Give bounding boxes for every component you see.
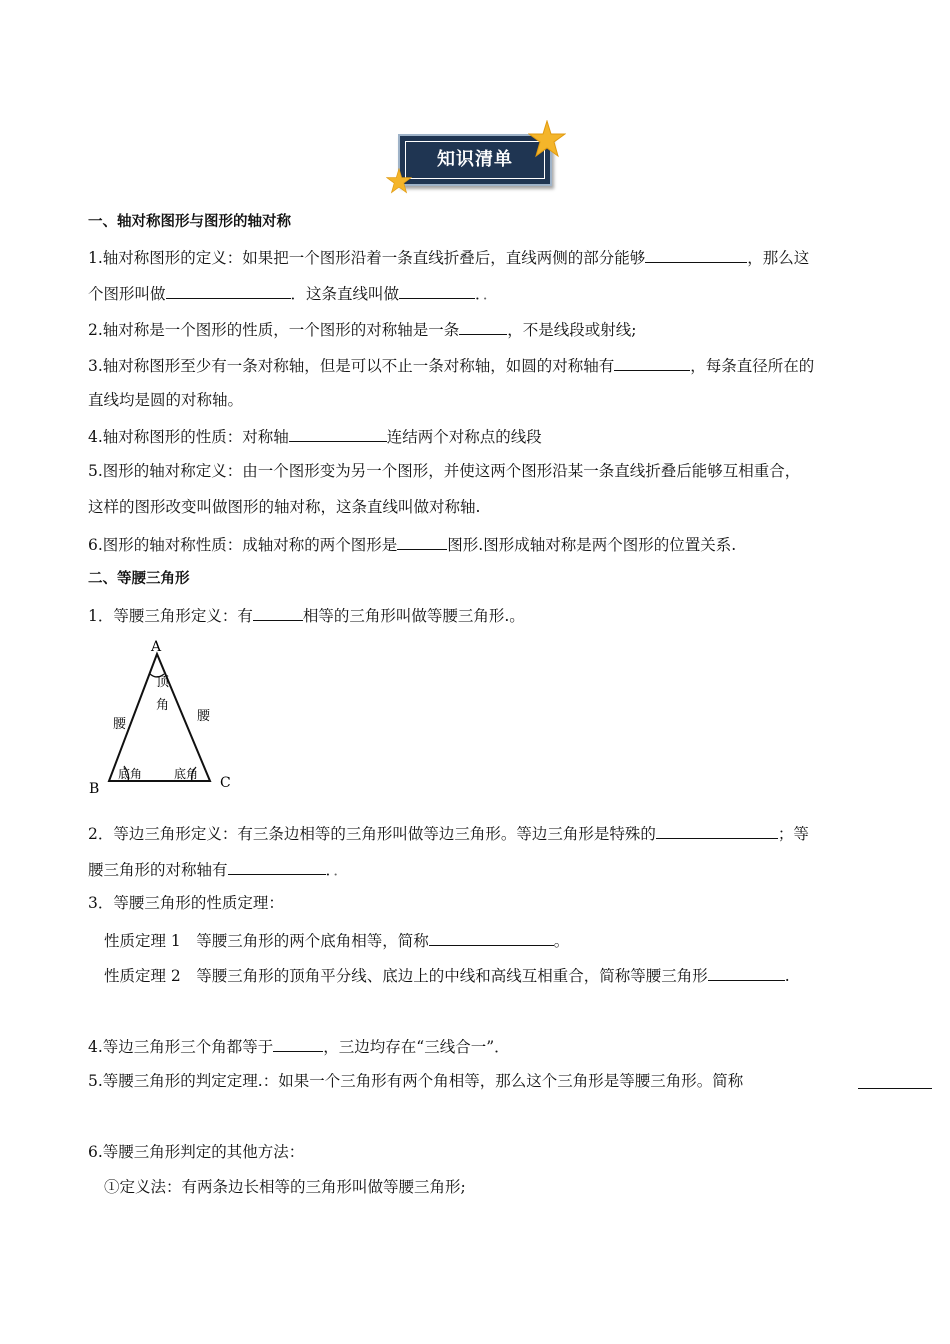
paragraph [88, 604, 525, 626]
paragraph: 个图形叫做 ．这条直线叫做 ．． [88, 282, 498, 304]
text: 1．等腰三角形定义：有 [88, 607, 253, 625]
fill-blank[interactable] [166, 282, 291, 299]
text: 图形.图形成轴对称是两个图形的位置关系. [447, 536, 737, 554]
fill-blank[interactable] [273, 1035, 323, 1052]
paragraph: 5.图形的轴对称定义：由一个图形变为另一个图形，并使这两个图形沿某一条直线折叠后能够互相重合， [88, 462, 801, 480]
theorem-2 [104, 964, 790, 986]
paragraph [88, 246, 809, 268]
text: 2.轴对称是一个图形的性质，一个图形的对称轴是一条 [88, 321, 460, 339]
text: ；等 [777, 825, 809, 843]
fill-blank[interactable] [459, 318, 507, 335]
leg-left-label: 腰 [113, 717, 127, 732]
vertex-b-label: B [89, 781, 100, 797]
paragraph [88, 1071, 743, 1091]
section-heading: 二、等腰三角形 [88, 571, 190, 587]
paragraph: 直线均是圆的对称轴。 [88, 391, 244, 409]
leg-right-label: 腰 [197, 709, 211, 724]
text: 4.等边三角形三个角都等于 [88, 1038, 274, 1056]
paragraph [88, 822, 809, 844]
text: 6.图形的轴对称性质：成轴对称的两个图形是 [88, 536, 398, 554]
paragraph [88, 533, 736, 555]
text: 1.轴对称图形的定义：如果把一个图形沿着一条直线折叠后，直线两侧的部分能够 [88, 249, 646, 267]
text: . [784, 967, 790, 985]
fill-blank[interactable] [228, 858, 326, 875]
star-icon [528, 120, 566, 158]
apex-angle-label: 角 [156, 698, 170, 713]
fill-blank[interactable] [397, 533, 447, 550]
text: ． [325, 861, 334, 879]
fill-blank[interactable] [289, 425, 387, 442]
base-angle-right-label: 底角 [174, 767, 199, 781]
paragraph [88, 1035, 510, 1057]
fill-blank[interactable] [858, 1072, 932, 1089]
text: ，那么这 [747, 249, 810, 267]
paragraph: 这样的图形改变叫做图形的轴对称，这条直线叫做对称轴. [88, 498, 481, 516]
fill-blank[interactable] [708, 964, 785, 981]
text: ．这条直线叫做 [290, 285, 400, 303]
apex-angle-label: 顶 [156, 675, 170, 690]
paragraph [88, 318, 637, 340]
paragraph [88, 354, 814, 376]
text: 4.轴对称图形的性质：对称轴 [88, 428, 289, 446]
text: 。 [553, 932, 570, 950]
text: ． [475, 285, 483, 303]
text: ，三边均存在“三线合一”． [323, 1038, 510, 1056]
text: 个图形叫做 [88, 285, 166, 303]
theorem-1 [104, 929, 569, 951]
text: ，每条直径所在的 [690, 357, 815, 375]
paragraph: 3．等腰三角形的性质定理： [88, 894, 284, 912]
fill-blank[interactable] [645, 246, 747, 263]
base-angle-left-label: 底角 [118, 767, 143, 781]
paragraph: 腰三角形的对称轴有 ．． [88, 858, 349, 880]
vertex-a-label: A [151, 639, 162, 655]
text: 性质定理 1 等腰三角形的两个底角相等，简称 [104, 932, 429, 950]
isosceles-triangle-figure [86, 636, 236, 800]
paragraph [88, 425, 542, 447]
fill-blank[interactable] [399, 282, 475, 299]
paragraph: 6.等腰三角形判定的其他方法： [88, 1143, 305, 1161]
vertex-c-label: C [220, 775, 231, 791]
text: ，不是线段或射线; [507, 321, 637, 339]
section-heading: 一、轴对称图形与图形的轴对称 [88, 214, 291, 230]
text: 5.等腰三角形的判定定理.：如果一个三角形有两个角相等，那么这个三角形是等腰三角形。简称 [88, 1072, 744, 1090]
fill-blank[interactable] [253, 604, 303, 621]
fill-blank[interactable] [614, 354, 690, 371]
star-icon [386, 168, 412, 194]
text: 3.轴对称图形至少有一条对称轴，但是可以不止一条对称轴，如圆的对称轴有 [88, 357, 615, 375]
text: 连结两个对称点的线段 [386, 428, 542, 446]
method-1: ①定义法：有两条边长相等的三角形叫做等腰三角形; [104, 1178, 466, 1196]
text: 性质定理 2 等腰三角形的顶角平分线、底边上的中线和高线互相重合，简称等腰三角形 [104, 967, 708, 985]
text: 相等的三角形叫做等腰三角形.。 [302, 607, 525, 625]
fill-blank[interactable] [429, 929, 554, 946]
text: 腰三角形的对称轴有 [88, 861, 228, 879]
fill-blank[interactable] [656, 822, 778, 839]
banner-title: 知识清单 [405, 141, 545, 179]
text: 2．等边三角形定义：有三条边相等的三角形叫做等边三角形。等边三角形是特殊的 [88, 825, 656, 843]
